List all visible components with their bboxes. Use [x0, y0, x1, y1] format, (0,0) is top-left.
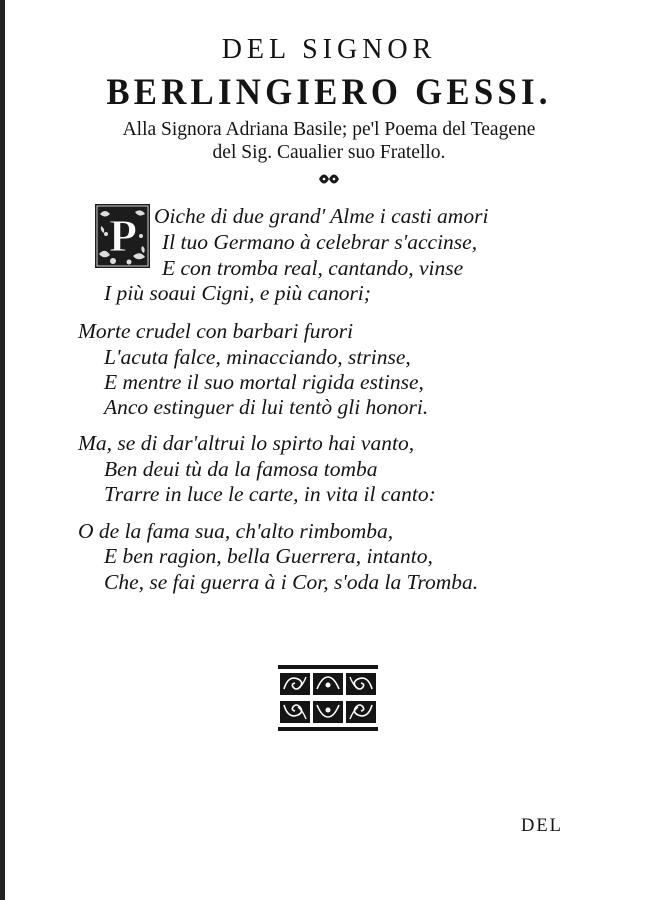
verse-line: Il tuo Germano à celebrar s'accinse, — [162, 230, 478, 254]
title-line-1: DEL SIGNOR — [221, 34, 437, 65]
verse-line: E ben ragion, bella Guerrera, intanto, — [104, 544, 433, 568]
verse-line: L'acuta falce, minacciando, strinse, — [104, 345, 411, 369]
verse-line: E con tromba real, cantando, vinse — [162, 256, 464, 280]
verse-line: Che, se fai guerra à i Cor, s'oda la Tromba. — [104, 570, 479, 594]
drop-cap-letter: P — [108, 210, 138, 261]
dedication-line-1: Alla Signora Adriana Basile; pe'l Poema del Teagene — [122, 119, 536, 140]
verse-line: Oiche di due grand' Alme i casti amori — [154, 204, 489, 228]
verse-line: Ben deui tù da la famosa tomba — [104, 457, 378, 481]
verse-line: E mentre il suo mortal rigida estinse, — [104, 370, 424, 394]
verse-line: I più soaui Cigni, e più canori; — [104, 281, 371, 305]
catchword: DEL — [521, 816, 563, 836]
fleuron-icon — [318, 172, 340, 186]
verse-line: Trarre in luce le carte, in vita il canto: — [104, 482, 436, 506]
verse-line: O de la fama sua, ch'alto rimbomba, — [78, 519, 394, 543]
verse-line: Morte crudel con barbari furori — [78, 319, 354, 343]
verse-line: Ma, se di dar'altrui lo spirto hai vanto, — [78, 431, 415, 455]
title-line-2: BERLINGIERO GESSI. — [106, 72, 552, 113]
drop-cap-p-icon — [95, 204, 150, 268]
verse-line: Anco estinguer di lui tentò gli honori. — [104, 395, 429, 419]
woodcut-ornament-icon — [276, 663, 380, 733]
dedication-line-2: del Sig. Caualier suo Fratello. — [212, 142, 446, 163]
